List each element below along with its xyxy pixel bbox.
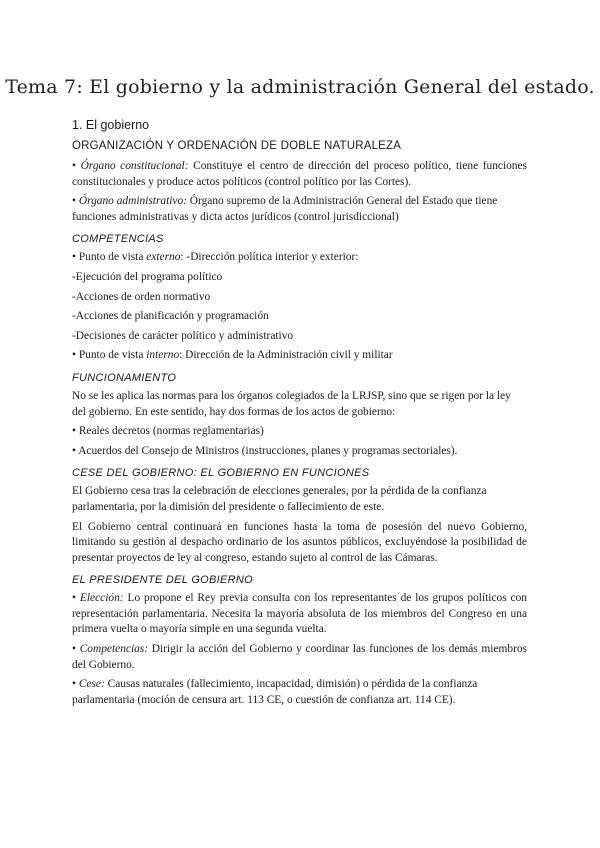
presidente-heading: EL PRESIDENTE DEL GOBIERNO: [72, 574, 254, 587]
organo-administrativo-item: [72, 194, 527, 225]
term: Cese:: [78, 678, 105, 691]
item-text: : -Dirección política interior y exterior:: [180, 251, 359, 264]
item-text: Dirigir la acción del Gobierno y coordinar las funciones de los demás miembros del Gobierno.: [72, 643, 527, 671]
list-item: • Acuerdos del Consejo de Ministros (instrucciones, planes y programas sectoriales).: [72, 444, 458, 457]
item-text: Causas naturales (fallecimiento, incapacidad, dimisión) o pérdida de la confianza parlamentaria (moción de censura art. 113 CE, o cuestión de confianza art. 114 CE).: [72, 678, 478, 706]
term: externo: [146, 251, 181, 264]
funcionamiento-paragraph: No se les aplica las normas para los órganos colegiados de la LRJSP, sino que se rigen por la ley del gobierno. En este sentido, hay dos formas de los actos de gobierno:: [72, 389, 511, 418]
cese-presidente-item: [72, 677, 527, 708]
term: Órgano administrativo:: [78, 195, 187, 208]
cese-gobierno-heading: CESE DEL GOBIERNO: EL GOBIERNO EN FUNCIONES: [72, 467, 370, 480]
punto-vista-interno: [72, 348, 527, 364]
item-text: : Dirección de la Administración civil y militar: [179, 349, 393, 362]
bullet: •: [72, 592, 80, 605]
item-text: Lo propone el Rey previa consulta con los representantes de los grupos políticos con representación parlamentaria. Necesita la mayoría absoluta de los miembros del Congreso en una primera vuelta o mayoría simple en una segunda vuelta.: [72, 592, 528, 636]
bullet: •: [72, 160, 81, 172]
section-heading: 1. El gobierno: [72, 118, 150, 132]
term: Competencias:: [79, 643, 149, 656]
punto-vista-externo: [72, 250, 527, 266]
prefix: • Punto de vista: [72, 349, 147, 362]
bullet: •: [72, 678, 79, 691]
bullet: •: [72, 195, 79, 208]
list-item: -Acciones de planificación y programación: [72, 310, 269, 323]
list-item: -Decisiones de carácter político y administrativo: [72, 329, 294, 342]
funcionamiento-heading: FUNCIONAMIENTO: [72, 371, 177, 384]
eleccion-item: [72, 591, 527, 638]
cese-paragraph-1: El Gobierno cesa tras la celebración de elecciones generales, por la pérdida de la confianza parlamentaria, por la dimisión del presidente o fallecimiento de este.: [72, 485, 487, 513]
competencias-heading: COMPETENCIAS: [72, 233, 164, 246]
organizacion-heading: ORGANIZACIÓN Y ORDENACIÓN DE DOBLE NATURALEZA: [72, 140, 402, 152]
organo-constitucional-item: [72, 159, 527, 190]
list-item: -Ejecución del programa político: [72, 270, 223, 283]
competencias-presidente-item: [72, 642, 527, 673]
prefix: • Punto de vista: [72, 251, 147, 264]
term: Órgano constitucional:: [80, 160, 189, 172]
bullet: •: [72, 643, 80, 656]
item-text: Constituye el centro de dirección del proceso político, tiene funciones constitucionales y produce actos políticos (control político por las Cortes).: [72, 160, 527, 188]
list-item: • Reales decretos (normas reglamentarias): [72, 425, 264, 438]
term: interno: [146, 349, 180, 362]
document-body: [72, 118, 527, 712]
list-item: -Acciones de orden normativo: [72, 290, 211, 303]
cese-paragraph-2: El Gobierno central continuará en funciones hasta la toma de posesión del nuevo Gobierno, limitando su gestión al despacho ordinario de los asuntos públicos, excluyéndose la posibilidad de presentar proyectos de ley al congreso, estando sujeto al control de las Cámaras.: [72, 520, 527, 564]
term: Elección:: [79, 592, 124, 605]
document-title: Tema 7: El gobierno y la administración General del estado.: [5, 76, 595, 98]
item-text: Órgano supremo de la Administración General del Estado que tiene funciones administrativas y dicta actos jurídicos (control jurisdiccional): [72, 195, 498, 223]
